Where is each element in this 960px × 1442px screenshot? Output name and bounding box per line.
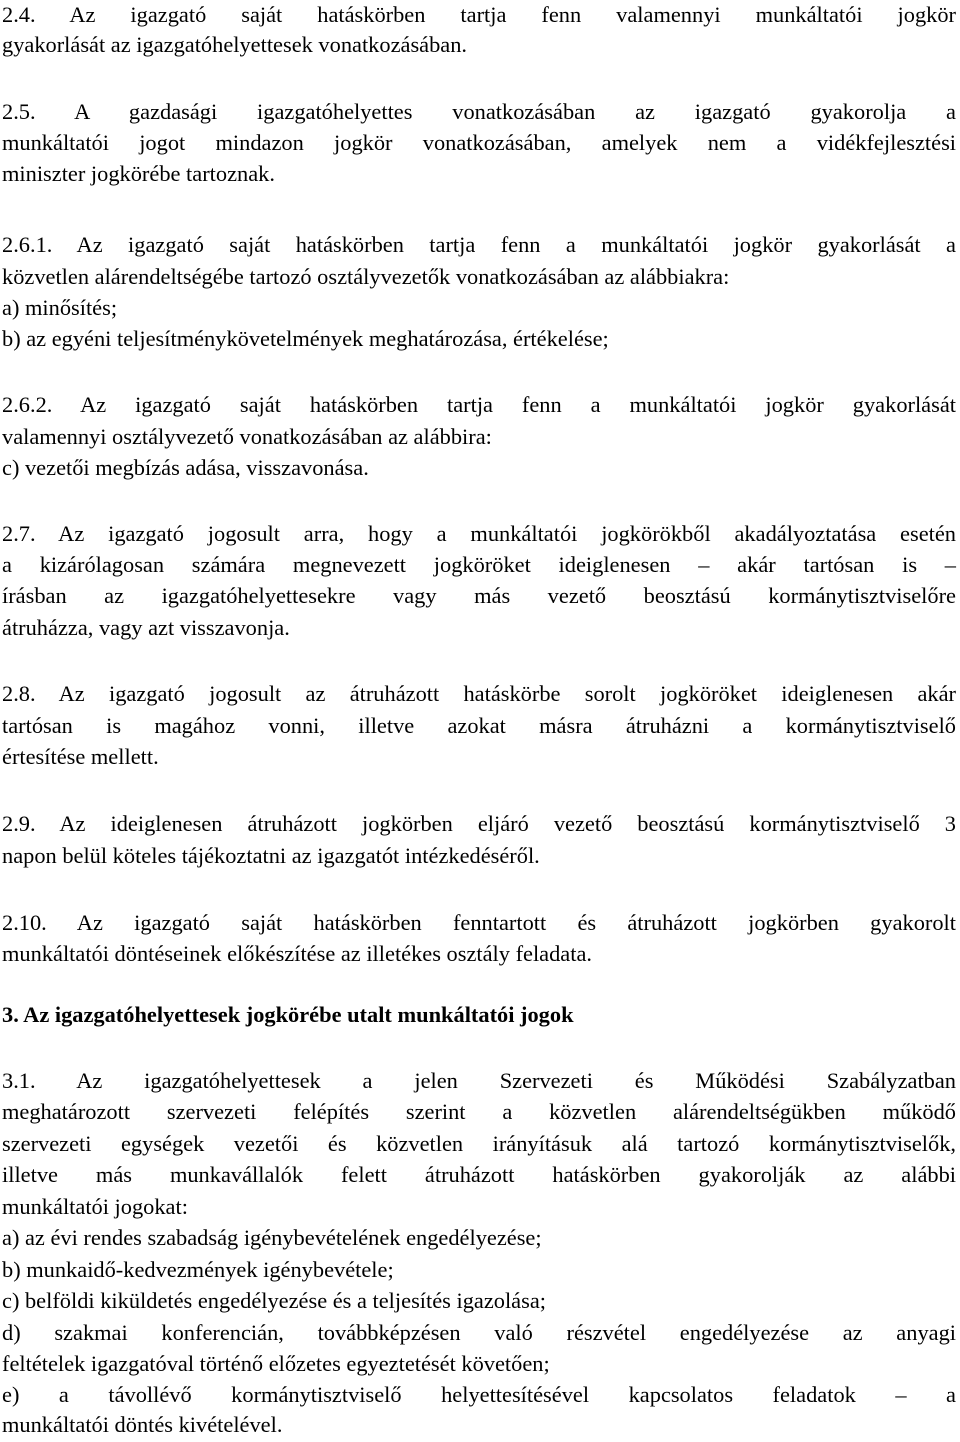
paragraph-2-6-1-line-4: b) az egyéni teljesítménykövetelmények meghatározása, értékelése; [2,326,609,351]
paragraph-3-1-line-5: munkáltatói jogokat: [2,1194,188,1219]
paragraph-2-6-2-line-1: 2.6.2. Az igazgató saját hatáskörben tartja fenn a munkáltatói jogkör gyakorlását [2,392,956,417]
paragraph-2-6-2-line-3: c) vezetői megbízás adása, visszavonása. [2,455,369,480]
paragraph-2-5-line-1: 2.5. A gazdasági igazgatóhelyettes vonatkozásában az igazgató gyakorolja a [2,99,956,124]
list-item-e-line-2: munkáltatói döntés kivételével. [2,1412,283,1437]
paragraph-2-8-line-2: tartósan is magához vonni, illetve azokat másra átruházni a kormánytisztviselő [2,713,956,738]
list-item-a: a) az évi rendes szabadság igénybevételének engedélyezése; [2,1225,542,1250]
paragraph-2-4-line-2: gyakorlását az igazgatóhelyettesek vonatkozásában. [2,32,468,57]
paragraph-3-1-line-1: 3.1. Az igazgatóhelyettesek a jelen Szervezeti és Működési Szabályzatban [2,1068,956,1093]
paragraph-2-7-line-1: 2.7. Az igazgató jogosult arra, hogy a munkáltatói jogkörökből akadályoztatása esetén [2,521,956,546]
paragraph-2-6-2-line-2: valamennyi osztályvezető vonatkozásában az alábbira: [2,424,492,449]
paragraph-2-6-1-line-2: közvetlen alárendeltségébe tartozó osztályvezetők vonatkozásában az alábbiakra: [2,264,730,289]
paragraph-2-7-line-3: írásban az igazgatóhelyettesekre vagy más vezető beosztású kormánytisztviselőre [2,583,956,608]
paragraph-3-1-line-4: illetve más munkavállalók felett átruházott hatáskörben gyakorolják az alábbi [2,1162,956,1187]
paragraph-2-6-1-line-1: 2.6.1. Az igazgató saját hatáskörben tartja fenn a munkáltatói jogkör gyakorlását a [2,232,956,257]
list-item-e-line-1: e) a távollévő kormánytisztviselő helyettesítésével kapcsolatos feladatok – a [2,1382,956,1407]
paragraph-2-8-line-3: értesítése mellett. [2,744,159,769]
section-3-heading: 3. Az igazgatóhelyettesek jogkörébe utalt munkáltatói jogok [2,1002,574,1027]
list-item-b: b) munkaidő-kedvezmények igénybevétele; [2,1257,394,1282]
paragraph-2-5-line-3: miniszter jogkörébe tartoznak. [2,161,275,186]
list-item-d-line-2: feltételek igazgatóval történő előzetes egyeztetését követően; [2,1351,550,1376]
list-item-d-line-1: d) szakmai konferencián, továbbképzésen való részvétel engedélyezése az anyagi [2,1320,956,1345]
paragraph-2-10-line-2: munkáltatói döntéseinek előkészítése az illetékes osztály feladata. [2,941,593,966]
paragraph-2-10-line-1: 2.10. Az igazgató saját hatáskörben fenntartott és átruházott jogkörben gyakorolt [2,910,956,935]
paragraph-2-9-line-2: napon belül köteles tájékoztatni az igazgatót intézkedéséről. [2,843,540,868]
paragraph-2-7-line-4: átruházza, vagy azt visszavonja. [2,615,290,640]
paragraph-2-5-line-2: munkáltatói jogot mindazon jogkör vonatkozásában, amelyek nem a vidékfejlesztési [2,130,956,155]
list-item-c: c) belföldi kiküldetés engedélyezése és a teljesítés igazolása; [2,1288,546,1313]
paragraph-2-4-line-1: 2.4. Az igazgató saját hatáskörben tartja fenn valamennyi munkáltatói jogkör [2,2,956,27]
paragraph-3-1-line-2: meghatározott szervezeti felépítés szerint a közvetlen alárendeltségükben működő [2,1099,956,1124]
paragraph-3-1-line-3: szervezeti egységek vezetői és közvetlen irányításuk alá tartozó kormánytisztviselők, [2,1131,956,1156]
paragraph-2-6-1-line-3: a) minősítés; [2,295,118,320]
paragraph-2-7-line-2: a kizárólagosan számára megnevezett jogköröket ideiglenesen – akár tartósan is – [2,552,956,577]
paragraph-2-8-line-1: 2.8. Az igazgató jogosult az átruházott hatáskörbe sorolt jogköröket ideiglenesen akár [2,681,956,706]
paragraph-2-9-line-1: 2.9. Az ideiglenesen átruházott jogkörben eljáró vezető beosztású kormánytisztviselő 3 [2,811,956,836]
